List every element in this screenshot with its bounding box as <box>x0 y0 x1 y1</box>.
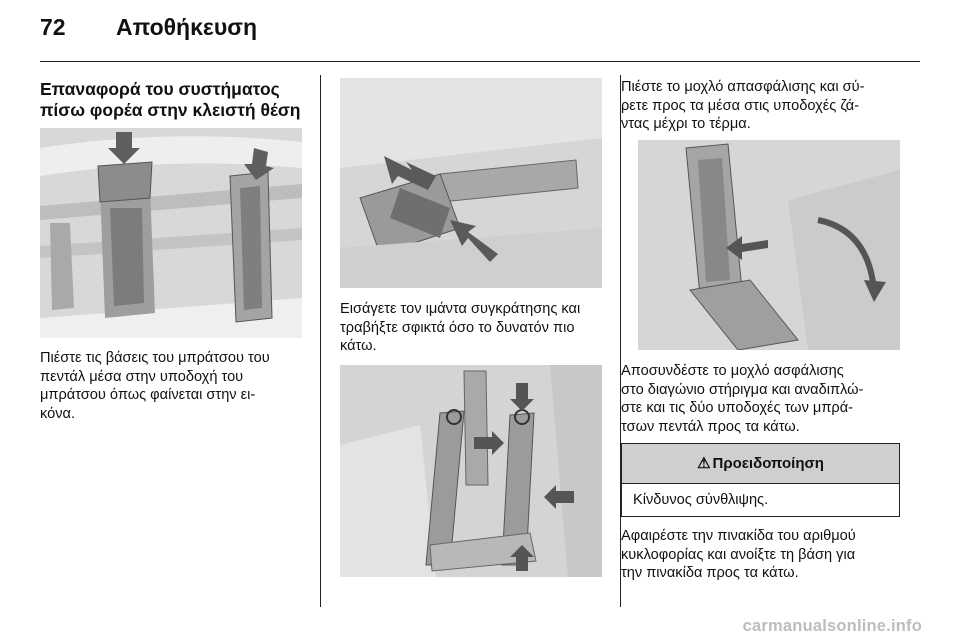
column-divider-1 <box>320 75 321 607</box>
step-text-strap <box>340 300 615 356</box>
section-title-line: Επαναφορά του συστήματος <box>40 79 280 99</box>
page-header <box>40 14 257 41</box>
text-line: πεντάλ μέσα στην υποδοχή του <box>40 368 244 385</box>
section-title <box>40 79 310 121</box>
header-rule <box>40 61 920 62</box>
text-line: Πιέστε το μοχλό απασφάλισης και σύ- <box>621 79 865 95</box>
illustration-folding-arms <box>638 140 900 350</box>
text-line: την πινακίδα προς τα κάτω. <box>621 565 799 582</box>
illustration-retaining-strap <box>340 78 602 288</box>
text-line: στε και τις δύο υποδοχές των μπρά- <box>621 400 853 417</box>
text-line: ντας μέχρι το τέρμα. <box>621 116 751 133</box>
chapter-title: Αποθήκευση <box>116 14 258 40</box>
page-number: 72 <box>40 14 66 40</box>
warning-box <box>621 443 900 517</box>
text-line: κόνα. <box>40 405 76 422</box>
text-line: μπράτσου όπως φαίνεται στην ει- <box>40 387 256 404</box>
step-text-unlock-lever <box>621 78 911 134</box>
text-line: τραβήξτε σφικτά όσο το δυνατόν πιο <box>340 319 575 336</box>
warning-triangle-icon: ⚠ <box>697 455 711 472</box>
step-text-fold-mounts <box>621 362 911 436</box>
warning-header <box>622 444 899 484</box>
text-line: Εισάγετε τον ιμάντα συγκράτησης και <box>340 301 581 317</box>
text-line: Πιέστε τις βάσεις του μπράτσου του <box>40 350 270 366</box>
warning-title: Προειδοποίηση <box>712 455 824 472</box>
text-line: τσων πεντάλ προς τα κάτω. <box>621 418 800 435</box>
text-line: στο διαγώνιο στήριγμα και αναδιπλώ- <box>621 381 864 398</box>
text-line: Αφαιρέστε την πινακίδα του αριθμού <box>621 528 856 544</box>
text-line: Αποσυνδέστε το μοχλό ασφάλισης <box>621 363 844 379</box>
step-text-license-plate <box>621 527 911 583</box>
section-title-line: πίσω φορέα στην κλειστή θέση <box>40 100 301 120</box>
step-text-pedal-mounts <box>40 349 315 423</box>
watermark: carmanualsonline.info <box>742 617 922 635</box>
illustration-release-lever <box>340 365 602 577</box>
text-line: κάτω. <box>340 338 377 355</box>
warning-text: Κίνδυνος σύνθλιψης. <box>633 492 769 508</box>
text-line: κυκλοφορίας και ανοίξτε τη βάση για <box>621 546 856 563</box>
text-line: ρετε προς τα μέσα στις υποδοχές ζά- <box>621 97 860 114</box>
illustration-pedal-arm-mounts <box>40 128 302 338</box>
